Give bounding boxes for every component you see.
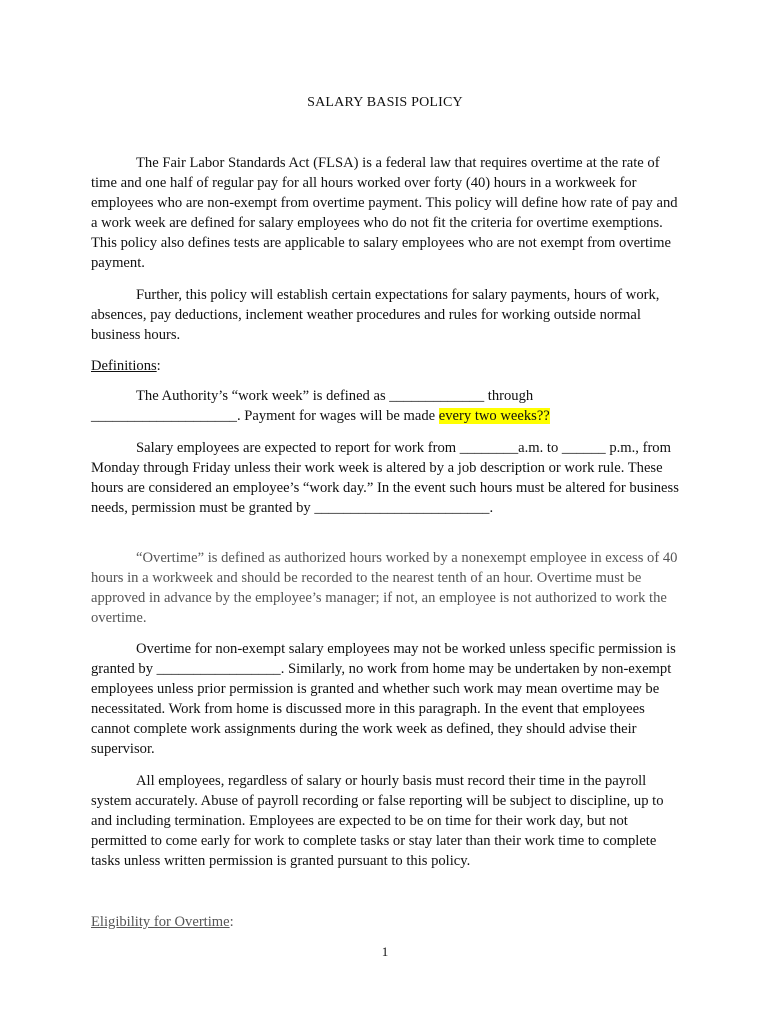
document-title: SALARY BASIS POLICY	[307, 95, 463, 110]
paragraph-text: The Authority’s “work week” is defined as _____________ through ____________________. Payment for wages will be made	[91, 388, 534, 425]
highlighted-text: every two weeks??	[438, 408, 550, 425]
eligibility-heading: Eligibility for Overtime	[91, 914, 230, 930]
definitions-heading-block	[91, 356, 681, 376]
paragraph-text: The Fair Labor Standards Act (FLSA) is a federal law that requires overtime at the rate of time and one half of regular pay for all hours worked over forty (40) hours in a workweek for employees who are non-exempt from overtime payment. This policy will define how rate of pay and a work week are defined for salary employees who do not fit the criteria for overtime exemptions. This policy also defines tests are applicable to salary employees who are not exempt from overtime payment.	[91, 155, 678, 272]
heading-colon: :	[156, 358, 161, 374]
paragraph-overtime-definition	[91, 548, 681, 628]
paragraph-text: “Overtime” is defined as authorized hours worked by a nonexempt employee in excess of 40 hours in a workweek and should be recorded to the nearest tenth of an hour. Overtime must be approved in advance by the employee’s manager; if not, an employee is not authorized to work the overtime.	[91, 550, 678, 627]
paragraph-overtime-permission	[91, 639, 681, 760]
eligibility-heading-block	[91, 912, 681, 932]
paragraph-text: Further, this policy will establish certain expectations for salary payments, hours of work, absences, pay deductions, inclement weather procedures and rules for working outside normal business hours.	[91, 287, 660, 344]
paragraph-text: All employees, regardless of salary or hourly basis must record their time in the payroll system accurately. Abuse of payroll recording or false reporting will be subject to discipline, up to and including termination. Employees are expected to be on time for their work day, but not permitted to come early for work to complete tasks or stay later than their work time to complete tasks unless written permission is granted pursuant to this policy.	[91, 773, 664, 870]
paragraph-text: Overtime for non-exempt salary employees may not be worked unless specific permission is granted by _________________. Similarly, no work from home may be undertaken by non-exempt employees unless prior permission is granted and whether such work may mean overtime may be necessitated. Work from home is discussed more in this paragraph. In the event that employees cannot complete work assignments during the work week as defined, they should advise their supervisor.	[91, 641, 676, 758]
definitions-heading: Definitions	[91, 358, 157, 374]
page-number: 1	[381, 944, 389, 959]
paragraph-time-recording	[91, 771, 681, 871]
paragraph-work-day	[91, 438, 681, 518]
paragraph-expectations	[91, 285, 681, 345]
paragraph-flsa-intro	[91, 153, 681, 274]
paragraph-text: Salary employees are expected to report for work from ________a.m. to ______ p.m., from Monday through Friday unless their work week is altered by a job description or work rule. These hours are considered an employee’s “work day.” In the event such hours must be altered for business needs, permission must be granted by ________________________.	[91, 440, 679, 517]
heading-colon: :	[229, 914, 234, 930]
paragraph-work-week	[91, 386, 681, 426]
